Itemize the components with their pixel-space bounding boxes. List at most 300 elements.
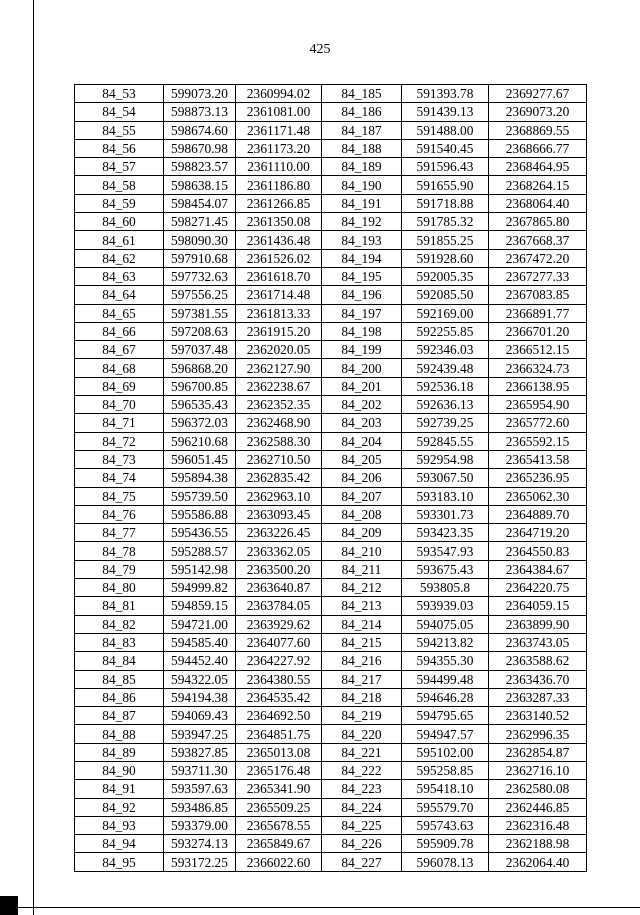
point-id-cell: 84_75 [75,487,164,505]
table-row [75,798,587,816]
x-coordinate-cell: 595579.70 [402,798,489,816]
x-coordinate-cell: 597037.48 [164,341,236,359]
y-coordinate-cell: 2363500.20 [236,560,322,578]
point-id-cell: 84_83 [75,633,164,651]
x-coordinate-cell: 598454.07 [164,194,236,212]
point-id-cell: 84_223 [322,780,402,798]
table-row [75,249,587,267]
x-coordinate-cell: 593274.13 [164,835,236,853]
x-coordinate-cell: 596210.68 [164,432,236,450]
x-coordinate-cell: 595436.55 [164,524,236,542]
point-id-cell: 84_188 [322,139,402,157]
y-coordinate-cell: 2361266.85 [236,194,322,212]
x-coordinate-cell: 594075.05 [402,615,489,633]
x-coordinate-cell: 595258.85 [402,761,489,779]
y-coordinate-cell: 2362020.05 [236,341,322,359]
point-id-cell: 84_185 [322,85,402,103]
x-coordinate-cell: 596535.43 [164,396,236,414]
point-id-cell: 84_69 [75,377,164,395]
y-coordinate-cell: 2366701.20 [489,322,587,340]
x-coordinate-cell: 594194.38 [164,688,236,706]
y-coordinate-cell: 2361171.48 [236,121,322,139]
y-coordinate-cell: 2362188.98 [489,835,587,853]
x-coordinate-cell: 596051.45 [164,450,236,468]
y-coordinate-cell: 2362710.50 [236,450,322,468]
table-row [75,377,587,395]
table-row [75,761,587,779]
y-coordinate-cell: 2368666.77 [489,139,587,157]
y-coordinate-cell: 2368264.15 [489,176,587,194]
table-row [75,432,587,450]
x-coordinate-cell: 593172.25 [164,853,236,871]
point-id-cell: 84_216 [322,652,402,670]
y-coordinate-cell: 2363899.90 [489,615,587,633]
y-coordinate-cell: 2366022.60 [236,853,322,871]
point-id-cell: 84_220 [322,725,402,743]
point-id-cell: 84_64 [75,286,164,304]
table-row [75,396,587,414]
point-id-cell: 84_92 [75,798,164,816]
point-id-cell: 84_78 [75,542,164,560]
table-row [75,103,587,121]
y-coordinate-cell: 2362963.10 [236,487,322,505]
y-coordinate-cell: 2365062.30 [489,487,587,505]
y-coordinate-cell: 2361526.02 [236,249,322,267]
y-coordinate-cell: 2368064.40 [489,194,587,212]
x-coordinate-cell: 594646.28 [402,688,489,706]
y-coordinate-cell: 2363743.05 [489,633,587,651]
point-id-cell: 84_189 [322,158,402,176]
table-row [75,213,587,231]
point-id-cell: 84_91 [75,780,164,798]
table-row [75,853,587,871]
point-id-cell: 84_205 [322,450,402,468]
point-id-cell: 84_211 [322,560,402,578]
point-id-cell: 84_79 [75,560,164,578]
y-coordinate-cell: 2361813.33 [236,304,322,322]
table-row [75,835,587,853]
x-coordinate-cell: 596868.20 [164,359,236,377]
point-id-cell: 84_58 [75,176,164,194]
point-id-cell: 84_198 [322,322,402,340]
x-coordinate-cell: 591393.78 [402,85,489,103]
table-row [75,652,587,670]
table-row [75,725,587,743]
point-id-cell: 84_57 [75,158,164,176]
point-id-cell: 84_86 [75,688,164,706]
point-id-cell: 84_186 [322,103,402,121]
y-coordinate-cell: 2366891.77 [489,304,587,322]
table-row [75,139,587,157]
x-coordinate-cell: 597732.63 [164,267,236,285]
table-row [75,359,587,377]
y-coordinate-cell: 2364380.55 [236,670,322,688]
point-id-cell: 84_68 [75,359,164,377]
point-id-cell: 84_202 [322,396,402,414]
point-id-cell: 84_74 [75,469,164,487]
point-id-cell: 84_218 [322,688,402,706]
x-coordinate-cell: 591928.60 [402,249,489,267]
y-coordinate-cell: 2366512.15 [489,341,587,359]
y-coordinate-cell: 2366138.95 [489,377,587,395]
point-id-cell: 84_214 [322,615,402,633]
point-id-cell: 84_63 [75,267,164,285]
x-coordinate-cell: 598090.30 [164,231,236,249]
point-id-cell: 84_54 [75,103,164,121]
x-coordinate-cell: 596372.03 [164,414,236,432]
table-row [75,780,587,798]
x-coordinate-cell: 593547.93 [402,542,489,560]
table-row [75,341,587,359]
x-coordinate-cell: 592636.13 [402,396,489,414]
table-row [75,85,587,103]
point-id-cell: 84_200 [322,359,402,377]
table-row [75,579,587,597]
table-row [75,633,587,651]
x-coordinate-cell: 592439.48 [402,359,489,377]
table-row [75,304,587,322]
y-coordinate-cell: 2365341.90 [236,780,322,798]
y-coordinate-cell: 2369277.67 [489,85,587,103]
point-id-cell: 84_67 [75,341,164,359]
point-id-cell: 84_203 [322,414,402,432]
table-row [75,542,587,560]
y-coordinate-cell: 2365236.95 [489,469,587,487]
y-coordinate-cell: 2367083.85 [489,286,587,304]
y-coordinate-cell: 2363784.05 [236,597,322,615]
x-coordinate-cell: 594585.40 [164,633,236,651]
table-row [75,560,587,578]
point-id-cell: 84_190 [322,176,402,194]
x-coordinate-cell: 594452.40 [164,652,236,670]
point-id-cell: 84_70 [75,396,164,414]
x-coordinate-cell: 595586.88 [164,505,236,523]
x-coordinate-cell: 593711.30 [164,761,236,779]
x-coordinate-cell: 593301.73 [402,505,489,523]
y-coordinate-cell: 2363093.45 [236,505,322,523]
table-row [75,286,587,304]
x-coordinate-cell: 598271.45 [164,213,236,231]
y-coordinate-cell: 2365678.55 [236,816,322,834]
point-id-cell: 84_217 [322,670,402,688]
y-coordinate-cell: 2361350.08 [236,213,322,231]
point-id-cell: 84_89 [75,743,164,761]
y-coordinate-cell: 2364384.67 [489,560,587,578]
y-coordinate-cell: 2364851.75 [236,725,322,743]
x-coordinate-cell: 592085.50 [402,286,489,304]
point-id-cell: 84_225 [322,816,402,834]
point-id-cell: 84_209 [322,524,402,542]
x-coordinate-cell: 591655.90 [402,176,489,194]
scan-bottom-edge-line [0,907,640,908]
y-coordinate-cell: 2365413.58 [489,450,587,468]
point-id-cell: 84_80 [75,579,164,597]
point-id-cell: 84_90 [75,761,164,779]
point-id-cell: 84_85 [75,670,164,688]
point-id-cell: 84_197 [322,304,402,322]
x-coordinate-cell: 593947.25 [164,725,236,743]
point-id-cell: 84_88 [75,725,164,743]
x-coordinate-cell: 594499.48 [402,670,489,688]
x-coordinate-cell: 594795.65 [402,707,489,725]
point-id-cell: 84_93 [75,816,164,834]
x-coordinate-cell: 593805.8 [402,579,489,597]
x-coordinate-cell: 598638.15 [164,176,236,194]
x-coordinate-cell: 598674.60 [164,121,236,139]
point-id-cell: 84_76 [75,505,164,523]
y-coordinate-cell: 2361110.00 [236,158,322,176]
table-row [75,670,587,688]
y-coordinate-cell: 2362238.67 [236,377,322,395]
y-coordinate-cell: 2361915.20 [236,322,322,340]
x-coordinate-cell: 595288.57 [164,542,236,560]
point-id-cell: 84_62 [75,249,164,267]
y-coordinate-cell: 2365772.60 [489,414,587,432]
x-coordinate-cell: 594999.82 [164,579,236,597]
point-id-cell: 84_194 [322,249,402,267]
x-coordinate-cell: 592169.00 [402,304,489,322]
y-coordinate-cell: 2369073.20 [489,103,587,121]
table-row [75,707,587,725]
x-coordinate-cell: 593597.63 [164,780,236,798]
point-id-cell: 84_60 [75,213,164,231]
x-coordinate-cell: 592005.35 [402,267,489,285]
table-row [75,524,587,542]
x-coordinate-cell: 597556.25 [164,286,236,304]
x-coordinate-cell: 594213.82 [402,633,489,651]
x-coordinate-cell: 591596.43 [402,158,489,176]
y-coordinate-cell: 2363436.70 [489,670,587,688]
point-id-cell: 84_73 [75,450,164,468]
y-coordinate-cell: 2361436.48 [236,231,322,249]
table-row [75,688,587,706]
y-coordinate-cell: 2361081.00 [236,103,322,121]
point-id-cell: 84_59 [75,194,164,212]
y-coordinate-cell: 2366324.73 [489,359,587,377]
y-coordinate-cell: 2365509.25 [236,798,322,816]
table-row [75,121,587,139]
x-coordinate-cell: 593423.35 [402,524,489,542]
x-coordinate-cell: 591488.00 [402,121,489,139]
point-id-cell: 84_71 [75,414,164,432]
x-coordinate-cell: 592255.85 [402,322,489,340]
y-coordinate-cell: 2364059.15 [489,597,587,615]
x-coordinate-cell: 598873.13 [164,103,236,121]
x-coordinate-cell: 591540.45 [402,139,489,157]
table-row [75,469,587,487]
y-coordinate-cell: 2361186.80 [236,176,322,194]
x-coordinate-cell: 592845.55 [402,432,489,450]
point-id-cell: 84_227 [322,853,402,871]
y-coordinate-cell: 2363929.62 [236,615,322,633]
y-coordinate-cell: 2362588.30 [236,432,322,450]
y-coordinate-cell: 2365176.48 [236,761,322,779]
table-row [75,450,587,468]
point-id-cell: 84_195 [322,267,402,285]
y-coordinate-cell: 2364220.75 [489,579,587,597]
coordinates-table-body [75,85,587,872]
x-coordinate-cell: 595894.38 [164,469,236,487]
table-row [75,194,587,212]
point-id-cell: 84_215 [322,633,402,651]
y-coordinate-cell: 2361173.20 [236,139,322,157]
point-id-cell: 84_72 [75,432,164,450]
y-coordinate-cell: 2362996.35 [489,725,587,743]
y-coordinate-cell: 2363640.87 [236,579,322,597]
x-coordinate-cell: 593939.03 [402,597,489,615]
x-coordinate-cell: 594947.57 [402,725,489,743]
x-coordinate-cell: 592739.25 [402,414,489,432]
x-coordinate-cell: 594322.05 [164,670,236,688]
point-id-cell: 84_56 [75,139,164,157]
x-coordinate-cell: 591855.25 [402,231,489,249]
table-row [75,505,587,523]
table-row [75,158,587,176]
y-coordinate-cell: 2362316.48 [489,816,587,834]
x-coordinate-cell: 592536.18 [402,377,489,395]
x-coordinate-cell: 595739.50 [164,487,236,505]
x-coordinate-cell: 595418.10 [402,780,489,798]
point-id-cell: 84_193 [322,231,402,249]
x-coordinate-cell: 597381.55 [164,304,236,322]
y-coordinate-cell: 2362446.85 [489,798,587,816]
x-coordinate-cell: 599073.20 [164,85,236,103]
y-coordinate-cell: 2364535.42 [236,688,322,706]
x-coordinate-cell: 595909.78 [402,835,489,853]
page-number: 425 [309,42,331,57]
x-coordinate-cell: 594355.30 [402,652,489,670]
y-coordinate-cell: 2367472.20 [489,249,587,267]
table-row [75,414,587,432]
x-coordinate-cell: 598670.98 [164,139,236,157]
scan-corner-mark [0,896,18,915]
point-id-cell: 84_208 [322,505,402,523]
table-row [75,267,587,285]
y-coordinate-cell: 2362835.42 [236,469,322,487]
y-coordinate-cell: 2362064.40 [489,853,587,871]
y-coordinate-cell: 2364889.70 [489,505,587,523]
y-coordinate-cell: 2365592.15 [489,432,587,450]
point-id-cell: 84_82 [75,615,164,633]
point-id-cell: 84_212 [322,579,402,597]
table-row [75,487,587,505]
x-coordinate-cell: 591785.32 [402,213,489,231]
x-coordinate-cell: 593379.00 [164,816,236,834]
y-coordinate-cell: 2365849.67 [236,835,322,853]
point-id-cell: 84_87 [75,707,164,725]
point-id-cell: 84_210 [322,542,402,560]
y-coordinate-cell: 2367865.80 [489,213,587,231]
scan-left-edge-line [33,0,34,915]
point-id-cell: 84_222 [322,761,402,779]
y-coordinate-cell: 2368869.55 [489,121,587,139]
x-coordinate-cell: 594069.43 [164,707,236,725]
point-id-cell: 84_65 [75,304,164,322]
point-id-cell: 84_199 [322,341,402,359]
y-coordinate-cell: 2364692.50 [236,707,322,725]
table-row [75,743,587,761]
point-id-cell: 84_201 [322,377,402,395]
table-row [75,176,587,194]
y-coordinate-cell: 2365954.90 [489,396,587,414]
x-coordinate-cell: 595102.00 [402,743,489,761]
y-coordinate-cell: 2364227.92 [236,652,322,670]
x-coordinate-cell: 595743.63 [402,816,489,834]
point-id-cell: 84_77 [75,524,164,542]
y-coordinate-cell: 2362468.90 [236,414,322,432]
y-coordinate-cell: 2364077.60 [236,633,322,651]
point-id-cell: 84_187 [322,121,402,139]
x-coordinate-cell: 597910.68 [164,249,236,267]
table-row [75,816,587,834]
x-coordinate-cell: 596700.85 [164,377,236,395]
x-coordinate-cell: 593486.85 [164,798,236,816]
y-coordinate-cell: 2363287.33 [489,688,587,706]
y-coordinate-cell: 2363588.62 [489,652,587,670]
x-coordinate-cell: 593067.50 [402,469,489,487]
point-id-cell: 84_219 [322,707,402,725]
y-coordinate-cell: 2362716.10 [489,761,587,779]
x-coordinate-cell: 595142.98 [164,560,236,578]
point-id-cell: 84_207 [322,487,402,505]
point-id-cell: 84_221 [322,743,402,761]
point-id-cell: 84_55 [75,121,164,139]
x-coordinate-cell: 592346.03 [402,341,489,359]
y-coordinate-cell: 2361714.48 [236,286,322,304]
point-id-cell: 84_213 [322,597,402,615]
y-coordinate-cell: 2362127.90 [236,359,322,377]
x-coordinate-cell: 596078.13 [402,853,489,871]
x-coordinate-cell: 593183.10 [402,487,489,505]
y-coordinate-cell: 2361618.70 [236,267,322,285]
y-coordinate-cell: 2362580.08 [489,780,587,798]
point-id-cell: 84_66 [75,322,164,340]
y-coordinate-cell: 2362854.87 [489,743,587,761]
point-id-cell: 84_224 [322,798,402,816]
y-coordinate-cell: 2363140.52 [489,707,587,725]
x-coordinate-cell: 591718.88 [402,194,489,212]
point-id-cell: 84_95 [75,853,164,871]
y-coordinate-cell: 2362352.35 [236,396,322,414]
point-id-cell: 84_192 [322,213,402,231]
x-coordinate-cell: 593827.85 [164,743,236,761]
point-id-cell: 84_191 [322,194,402,212]
y-coordinate-cell: 2363226.45 [236,524,322,542]
x-coordinate-cell: 593675.43 [402,560,489,578]
y-coordinate-cell: 2364550.83 [489,542,587,560]
table-row [75,322,587,340]
y-coordinate-cell: 2367668.37 [489,231,587,249]
table-row [75,231,587,249]
coordinates-table [74,84,587,872]
point-id-cell: 84_196 [322,286,402,304]
point-id-cell: 84_94 [75,835,164,853]
point-id-cell: 84_84 [75,652,164,670]
x-coordinate-cell: 594859.15 [164,597,236,615]
y-coordinate-cell: 2363362.05 [236,542,322,560]
y-coordinate-cell: 2364719.20 [489,524,587,542]
point-id-cell: 84_61 [75,231,164,249]
point-id-cell: 84_226 [322,835,402,853]
table-row [75,597,587,615]
point-id-cell: 84_81 [75,597,164,615]
y-coordinate-cell: 2360994.02 [236,85,322,103]
x-coordinate-cell: 592954.98 [402,450,489,468]
y-coordinate-cell: 2368464.95 [489,158,587,176]
point-id-cell: 84_204 [322,432,402,450]
table-row [75,615,587,633]
point-id-cell: 84_53 [75,85,164,103]
